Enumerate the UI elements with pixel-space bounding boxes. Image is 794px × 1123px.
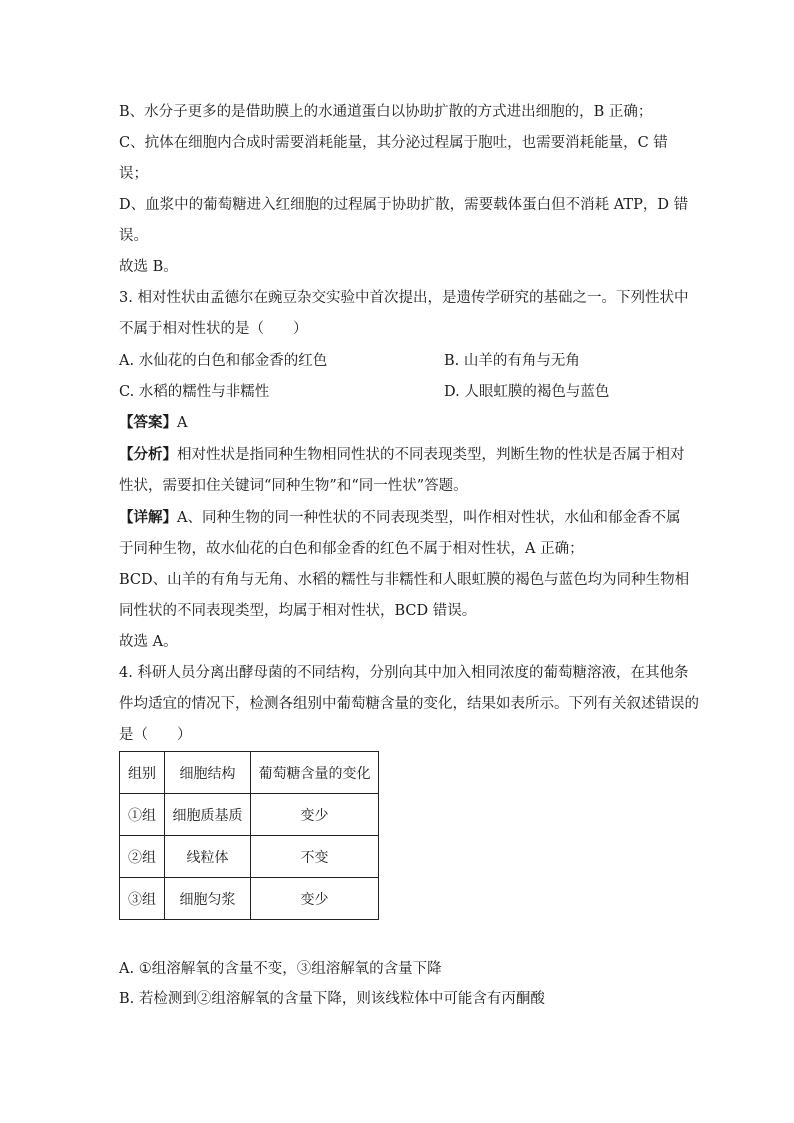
table-cell: 细胞匀浆 (165, 878, 251, 920)
analysis-tag: 【分析】 (119, 446, 177, 463)
table-header: 细胞结构 (165, 752, 251, 794)
question-4-stem: 件均适宜的情况下，检测各组别中葡萄糖含量的变化，结果如表所示。下列有关叙述错误的 (119, 696, 699, 712)
table-cell: 不变 (251, 836, 379, 878)
table-cell: 线粒体 (165, 836, 251, 878)
answer-text: A (177, 415, 188, 431)
analysis-text: 相对性状是指同种生物相同性状的不同表现类型，判断生物的性状是否属于相对 (177, 447, 685, 463)
question-4-stem: 是（ ） (119, 727, 192, 743)
detail-line (119, 507, 694, 529)
table-row (120, 878, 379, 920)
table-header: 组别 (120, 752, 165, 794)
table-header: 葡萄糖含量的变化 (251, 752, 379, 794)
table-cell: 变少 (251, 794, 379, 836)
text-line: B、水分子更多的是借助膜上的水通道蛋白以协助扩散的方式进出细胞的，B 正确； (119, 104, 653, 120)
table-cell: 变少 (251, 878, 379, 920)
glucose-table (119, 751, 379, 920)
table-header-row (120, 752, 379, 794)
text-line: 故选 B。 (119, 259, 178, 275)
detail-tag: 【详解】 (119, 509, 177, 526)
table-cell: ③组 (120, 878, 165, 920)
text-line: 误； (119, 166, 148, 182)
table-row (120, 836, 379, 878)
q3-option-b: B. 山羊的有角与无角 (444, 353, 580, 369)
table-cell: ②组 (120, 836, 165, 878)
question-3-stem: 3. 相对性状由孟德尔在豌豆杂交实验中首次提出，是遗传学研究的基础之一。下列性状中 (119, 290, 689, 306)
answer-line (119, 412, 694, 434)
detail-line: BCD、山羊的有角与无角、水稻的糯性与非糯性和人眼虹膜的褐色与蓝色均为同种生物相 (119, 572, 690, 588)
q3-option-a: A. 水仙花的白色和郁金香的红色 (119, 353, 328, 369)
q4-option-b: B. 若检测到②组溶解氧的含量下降，则该线粒体中可能含有丙酮酸 (119, 991, 545, 1007)
table-row (120, 794, 379, 836)
q3-option-c: C. 水稻的糯性与非糯性 (119, 384, 270, 400)
detail-text: A、同种生物的同一种性状的不同表现类型，叫作相对性状，水仙和郁金香不属 (177, 510, 681, 526)
text-line: 误。 (119, 228, 148, 244)
detail-line: 故选 A。 (119, 634, 178, 650)
text-line: D、血浆中的葡萄糖进入红细胞的过程属于协助扩散，需要载体蛋白但不消耗 ATP，D 错 (119, 197, 689, 213)
table-cell: 细胞质基质 (165, 794, 251, 836)
q3-option-d: D. 人眼虹膜的褐色与蓝色 (444, 384, 610, 400)
answer-tag: 【答案】 (119, 414, 177, 431)
analysis-line: 性状，需要扣住关键词“同种生物”和“同一性状”答题。 (119, 478, 468, 494)
q4-option-a: A. ①组溶解氧的含量不变，③组溶解氧的含量下降 (119, 961, 442, 977)
analysis-line (119, 444, 694, 466)
question-3-stem: 不属于相对性状的是（ ） (119, 321, 308, 337)
table-cell: ①组 (120, 794, 165, 836)
detail-line: 同性状的不同表现类型，均属于相对性状，BCD 错误。 (119, 603, 477, 619)
detail-line: 于同种生物，故水仙花的白色和郁金香的红色不属于相对性状，A 正确； (119, 541, 584, 557)
text-line: C、抗体在细胞内合成时需要消耗能量，其分泌过程属于胞吐，也需要消耗能量，C 错 (119, 135, 668, 151)
question-4-stem: 4. 科研人员分离出酵母菌的不同结构，分别向其中加入相同浓度的葡萄糖溶液，在其他条 (119, 665, 689, 681)
